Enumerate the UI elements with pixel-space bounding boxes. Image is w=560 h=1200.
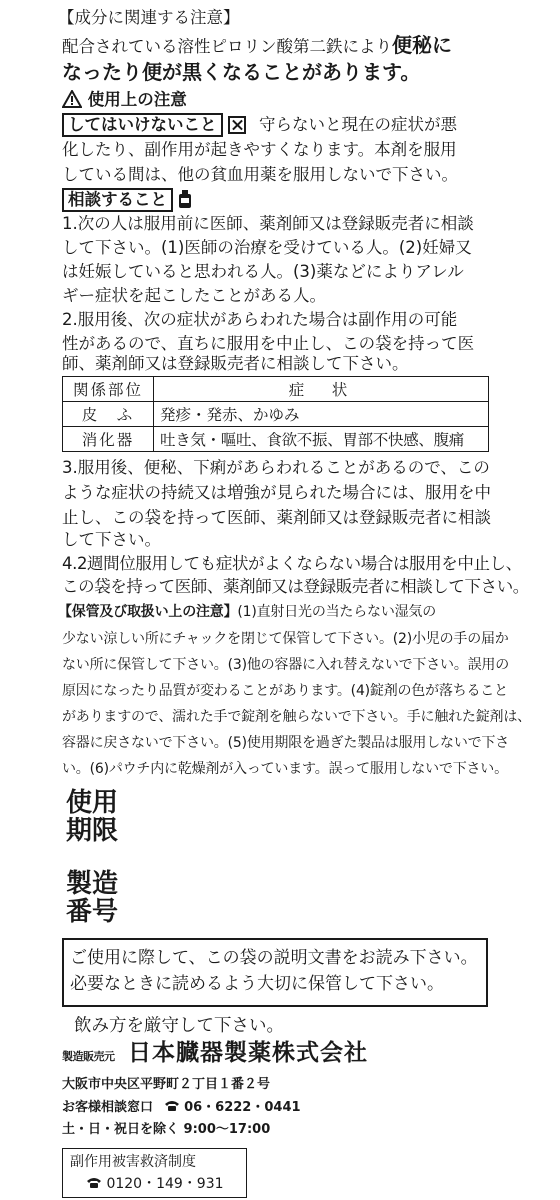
prohibited-box-icon — [228, 116, 246, 134]
consult-2-line-1: 2.服用後、次の症状があらわれた場合は副作用の可能 — [62, 310, 458, 329]
ingredients-line1 — [62, 33, 452, 59]
consult-1-line-2: して下さい。(1)医師の治療を受けている人。(2)妊婦又 — [62, 238, 472, 257]
ingredients-line1-normal: 配合されている溶性ピロリン酸第二鉄により — [62, 37, 392, 56]
relief-title: 副作用被害救済制度 — [70, 1154, 196, 1170]
dont-line-2: 化したり、副作用が起きやすくなります。本剤を服用 — [62, 140, 457, 159]
table-row — [63, 402, 489, 427]
consult-window-label: お客様相談窓口 — [62, 1100, 154, 1115]
storage-line-4: 原因になったり品質が変わることがあります。(4)錠剤の色が落ちること — [62, 683, 508, 699]
table-header-part: 関係部位 — [63, 377, 154, 402]
consult-3-line-2: ような症状の持続又は増強が見られた場合には、服用を中 — [62, 483, 491, 502]
table-cell-symptom: 吐き気・嘔吐、食欲不振、胃部不快感、腹痛 — [154, 427, 489, 452]
storage-line-6: 容器に戻さないで下さい。(5)使用期限を過ぎた製品は服用しないで下さ — [62, 735, 510, 751]
manufacturer-label: 製造販売元 — [62, 1050, 115, 1063]
dosage-note: 飲み方を厳守して下さい。 — [74, 1016, 284, 1036]
consult-label: 相談すること — [62, 188, 173, 212]
consult-3-line-1: 3.服用後、便秘、下痢があらわれることがあるので、この — [62, 458, 490, 477]
storage-line-2: 少ない涼しい所にチャックを閉じて保管して下さい。(2)小児の手の届か — [62, 631, 509, 647]
consult-hours: 土・日・祝日を除く 9:00～17:00 — [62, 1122, 271, 1137]
manufacturer-name: 日本臓器製薬株式会社 — [128, 1040, 368, 1066]
ingredients-heading: 【成分に関連する注意】 — [58, 8, 240, 27]
storage-line-7: い。(6)パウチ内に乾燥剤が入っています。誤って服用しないで下さい。 — [62, 761, 508, 777]
telephone-icon — [86, 1177, 102, 1189]
manufacturer-address: 大阪市中央区平野町２丁目１番２号 — [62, 1077, 271, 1092]
table-cell-part: 皮 ふ — [63, 402, 154, 427]
consult-1-line-1: 1.次の人は服用前に医師、薬剤師又は登録販売者に相談 — [62, 214, 474, 233]
symptom-table — [62, 376, 489, 452]
storage-line-1 — [58, 599, 436, 625]
notice-line-1: ご使用に際して、この袋の説明文書をお読み下さい。 — [70, 948, 478, 968]
expiry-label-line-1: 使用 — [66, 788, 119, 818]
dont-line-3: している間は、他の貧血用薬を服用しないで下さい。 — [62, 165, 458, 184]
storage-line-1-rest: (1)直射日光の当たらない湿気の — [237, 604, 437, 620]
dont-label: してはいけないこと — [62, 113, 223, 137]
ingredients-line2-bold: なったり便が黒くなることがあります。 — [62, 60, 421, 84]
precautions-heading: 使用上の注意 — [87, 90, 187, 109]
table-cell-part: 消化器 — [63, 427, 154, 452]
storage-line-5: がありますので、濡れた手で錠剤を触らないで下さい。手に触れた錠剤は、 — [62, 709, 531, 725]
dont-row — [62, 113, 457, 137]
relief-phone: 0120・149・931 — [106, 1176, 224, 1192]
consult-1-line-3: は妊娠していると思われる人。(3)薬などによりアレル — [62, 262, 464, 281]
consult-phone: 06・6222・0441 — [184, 1100, 301, 1115]
dont-line-1: 守らないと現在の症状が悪 — [259, 115, 457, 134]
table-cell-symptom: 発疹・発赤、かゆみ — [154, 402, 489, 427]
consult-4-line-1: 4.2週間位服用しても症状がよくならない場合は服用を中止し、 — [62, 554, 522, 573]
consult-3-line-3: 止し、この袋を持って医師、薬剤師又は登録販売者に相談 — [62, 508, 491, 527]
storage-line-3: ない所に保管して下さい。(3)他の容器に入れ替えないで下さい。誤用の — [62, 657, 510, 673]
consult-1-line-4: ギー症状を起こしたことがある人。 — [62, 286, 326, 305]
consult-window-row — [62, 1098, 301, 1118]
storage-heading: 【保管及び取扱い上の注意】 — [58, 604, 238, 620]
consult-bottle-icon — [178, 189, 192, 209]
consult-2-line-3: 師、薬剤師又は登録販売者に相談して下さい。 — [62, 354, 409, 373]
ingredients-line1-bold: 便秘に — [392, 33, 452, 57]
lot-label-line-1: 製造 — [66, 869, 119, 899]
table-row — [63, 427, 489, 452]
notice-line-2: 必要なときに読めるよう大切に保管して下さい。 — [70, 974, 444, 994]
telephone-icon — [164, 1100, 180, 1112]
table-header-symptom: 症 状 — [154, 377, 489, 402]
consult-3-line-4: して下さい。 — [62, 530, 161, 549]
expiry-label-line-2: 期限 — [66, 816, 119, 846]
lot-label-line-2: 番号 — [66, 897, 119, 927]
relief-phone-row — [86, 1174, 224, 1194]
consult-4-line-2: この袋を持って医師、薬剤師又は登録販売者に相談して下さい。 — [62, 577, 529, 596]
consult-2-line-2: 性があるので、直ちに服用を中止し、この袋を持って医 — [62, 334, 475, 353]
warning-triangle-icon — [62, 90, 82, 108]
consult-row — [62, 188, 192, 212]
precautions-heading-row — [62, 88, 187, 112]
symptom-table-header — [63, 377, 489, 402]
